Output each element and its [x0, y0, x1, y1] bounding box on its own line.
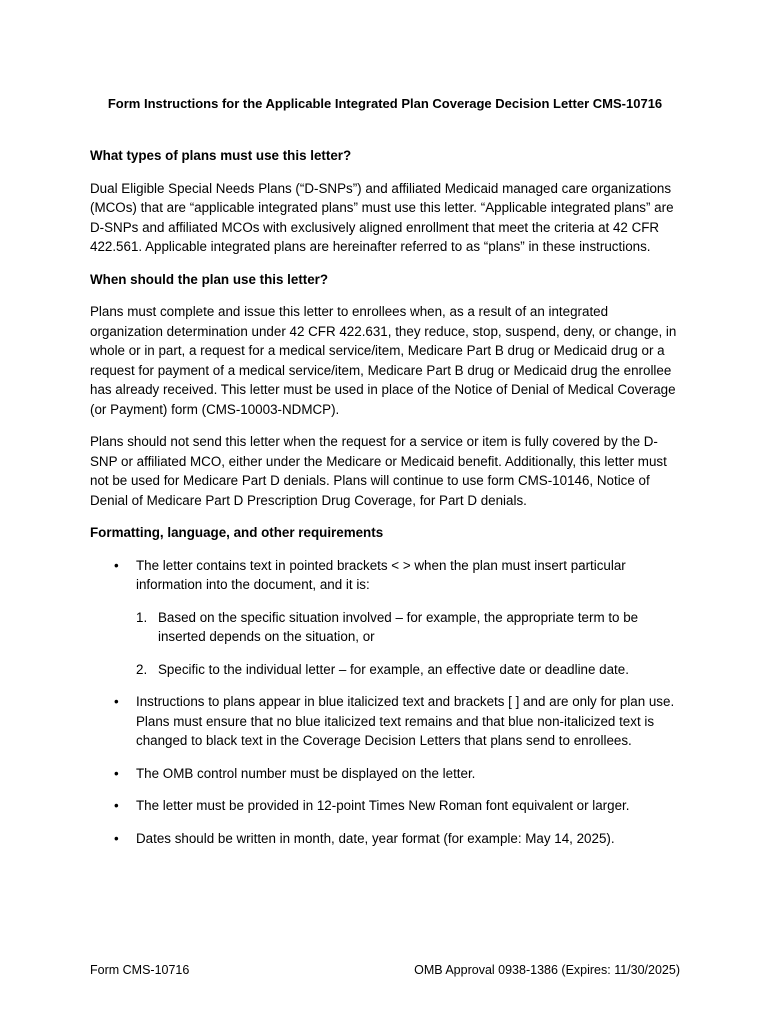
sub-list-number: 1.	[136, 609, 148, 625]
section-heading-plan-types: What types of plans must use this letter?	[90, 148, 352, 163]
section-heading-formatting: Formatting, language, and other requirements	[90, 525, 384, 540]
paragraph-plan-types: Dual Eligible Special Needs Plans (“D-SNPs”) and affiliated Medicaid managed care organizations (MCOs) that are “applicable integrated plans” must use this letter. “Applicable integrated plans” are D-SNPs and affiliated MCOs with exclusively aligned enrollment that meet the criteria at 42 CFR 422.561. Applicable integrated plans are hereinafter referred to as “plans” in these instructions.	[90, 180, 674, 254]
numbered-sublist	[136, 608, 682, 680]
requirements-list	[90, 556, 682, 849]
list-item-text: The letter contains text in pointed brackets < > when the plan must insert particular information into the document, and it is:	[136, 557, 626, 592]
list-item	[90, 796, 682, 816]
list-item	[90, 764, 682, 784]
document-title: Form Instructions for the Applicable Integrated Plan Coverage Decision Letter CMS-10716	[107, 96, 663, 111]
list-item	[90, 556, 682, 680]
sub-list-item	[136, 660, 682, 680]
footer-form-number: Form CMS-10716	[90, 963, 190, 977]
sub-list-text: Specific to the individual letter – for example, an effective date or deadline date.	[158, 661, 629, 677]
bullet-icon: •	[114, 557, 119, 573]
footer-omb-approval: OMB Approval 0938-1386 (Expires: 11/30/2025)	[414, 963, 680, 977]
list-item-text: The OMB control number must be displayed on the letter.	[136, 765, 476, 781]
list-item	[90, 692, 682, 751]
sub-list-number: 2.	[136, 661, 148, 677]
paragraph-when-to-use: Plans must complete and issue this letter to enrollees when, as a result of an integrated organization determination under 42 CFR 422.631, they reduce, stop, suspend, deny, or change, in whole or in part, a request for a medical service/item, Medicare Part B drug or Medicaid drug or a request for payment of a medical service/item, Medicare Part B drug or Medicaid drug the enrollee has already received. This letter must be used in place of the Notice of Denial of Medical Coverage (or Payment) form (CMS-10003-NDMCP).	[90, 304, 677, 417]
sub-list-item	[136, 608, 682, 647]
list-item-text: Instructions to plans appear in blue italicized text and brackets [ ] and are only for plan use. Plans must ensure that no blue italicized text remains and that blue non-italicized text is changed to black text in the Coverage Decision Letters that plans send to enrollees.	[136, 694, 675, 748]
paragraph-when-not-to-use: Plans should not send this letter when the request for a service or item is fully covered by the D-SNP or affiliated MCO, either under the Medicare or Medicaid benefit. Additionally, this letter must not be used for Medicare Part D denials. Plans will continue to use form CMS-10146, Notice of Denial of Medicare Part D Prescription Drug Coverage, for Part D denials.	[90, 434, 667, 508]
list-item-text: The letter must be provided in 12-point Times New Roman font equivalent or larger.	[136, 798, 630, 813]
bullet-icon: •	[114, 694, 119, 709]
bullet-icon: •	[114, 765, 119, 781]
document-body	[90, 146, 682, 861]
bullet-icon: •	[114, 830, 119, 846]
list-item-text: Dates should be written in month, date, year format (for example: May 14, 2025).	[136, 830, 615, 846]
bullet-icon: •	[114, 798, 119, 813]
list-item	[90, 829, 682, 849]
section-heading-when-to-use: When should the plan use this letter?	[90, 271, 329, 287]
sub-list-text: Based on the specific situation involved – for example, the appropriate term to be inserted depends on the situation, or	[158, 609, 639, 644]
